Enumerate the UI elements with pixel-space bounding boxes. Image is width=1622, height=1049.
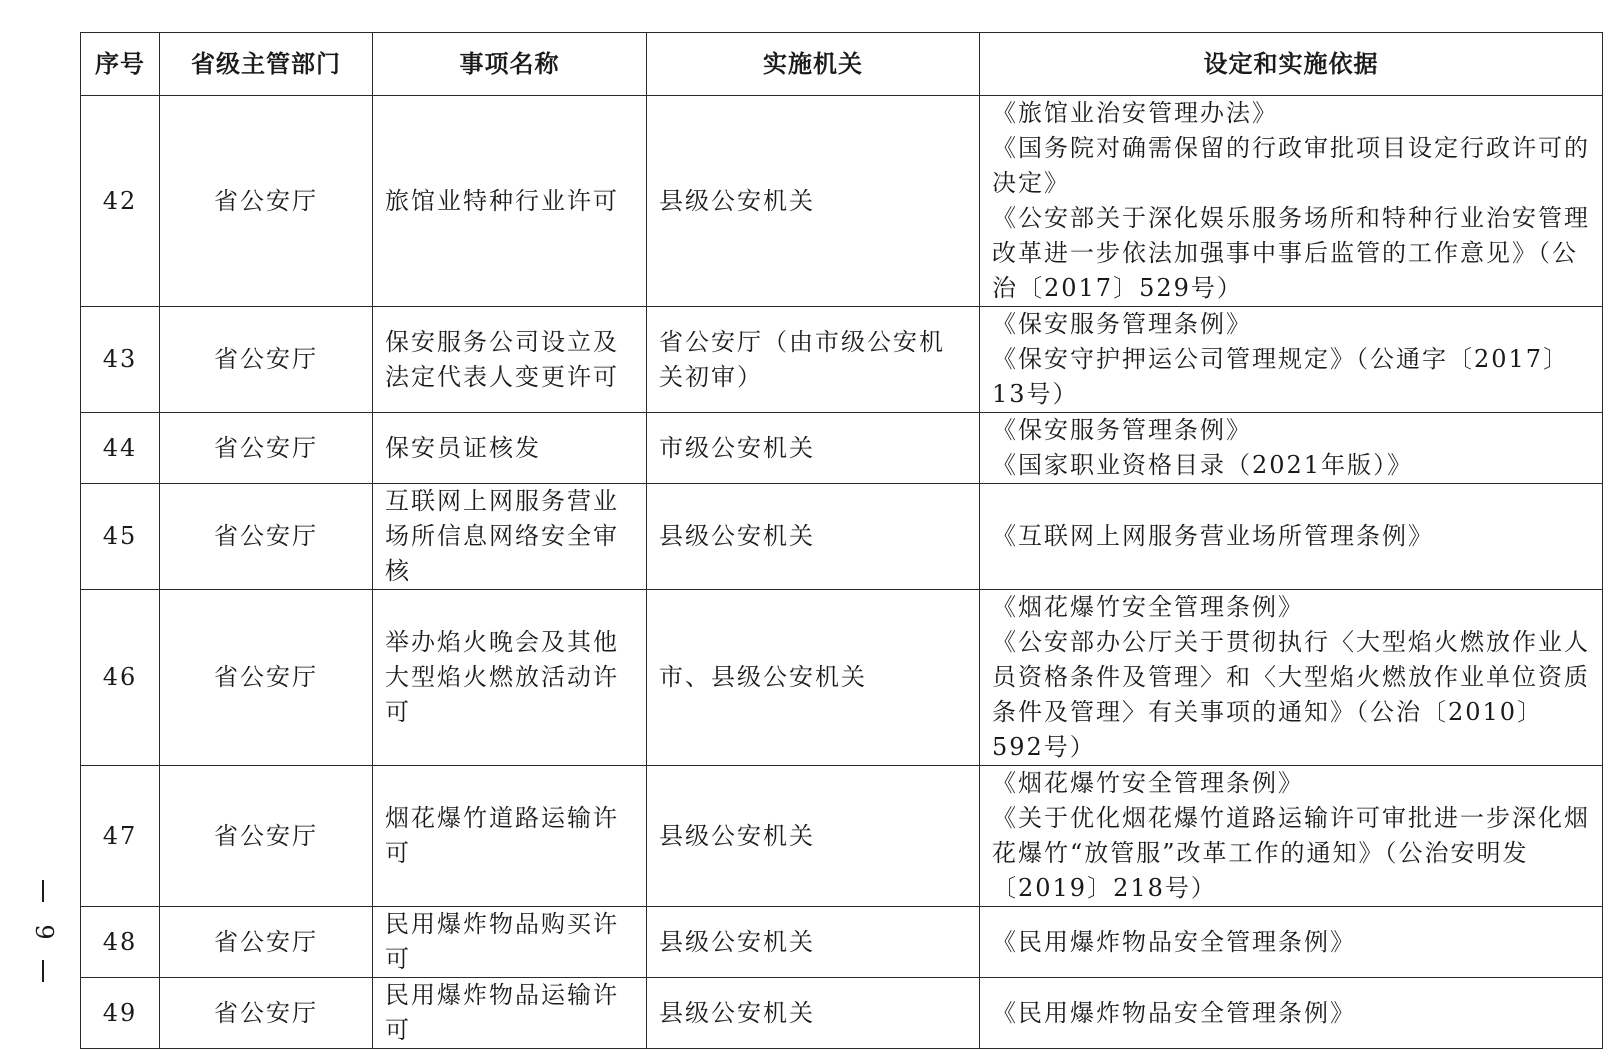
cell-item-name: 烟花爆竹道路运输许可: [373, 766, 647, 907]
basis-line: 《保安守护押运公司管理规定》（公通字〔2017〕13号）: [992, 345, 1570, 408]
cell-serial-number: 46: [81, 590, 160, 766]
cell-legal-basis: [980, 413, 1603, 484]
header-serial-number: 序号: [81, 33, 160, 96]
table-row: [81, 484, 1603, 590]
cell-item-name: 举办焰火晚会及其他大型焰火燃放活动许可: [373, 590, 647, 766]
cell-item-name: 保安员证核发: [373, 413, 647, 484]
cell-department: 省公安厅: [160, 590, 373, 766]
approval-items-table: [80, 32, 1603, 1049]
cell-legal-basis: [980, 590, 1603, 766]
cell-item-name: 旅馆业特种行业许可: [373, 96, 647, 307]
table-row: [81, 978, 1603, 1049]
table-row: [81, 413, 1603, 484]
basis-line: 《旅馆业治安管理办法》: [992, 99, 1278, 127]
basis-line: 《民用爆炸物品安全管理条例》: [992, 998, 1356, 1027]
table-row: [81, 766, 1603, 907]
table-row: [81, 590, 1603, 766]
cell-legal-basis: [980, 766, 1603, 907]
page-number-dash-bottom: [42, 960, 44, 982]
basis-line: 《烟花爆竹安全管理条例》: [992, 769, 1304, 797]
cell-department: 省公安厅: [160, 96, 373, 307]
table-body: [81, 96, 1603, 1049]
cell-implementing-agency: 县级公安机关: [647, 978, 980, 1049]
page-number-dash-top: [42, 880, 44, 902]
cell-implementing-agency: 县级公安机关: [647, 907, 980, 978]
cell-serial-number: 49: [81, 978, 160, 1049]
cell-serial-number: 43: [81, 307, 160, 413]
cell-department: 省公安厅: [160, 766, 373, 907]
cell-department: 省公安厅: [160, 413, 373, 484]
cell-serial-number: 44: [81, 413, 160, 484]
basis-line: 《烟花爆竹安全管理条例》: [992, 593, 1304, 621]
cell-legal-basis: [980, 907, 1603, 978]
page-number: [26, 880, 62, 990]
cell-implementing-agency: 县级公安机关: [647, 766, 980, 907]
cell-department: 省公安厅: [160, 907, 373, 978]
header-item-name: 事项名称: [373, 33, 647, 96]
page-number-value: 9: [30, 924, 58, 940]
cell-implementing-agency: 县级公安机关: [647, 96, 980, 307]
cell-implementing-agency: 省公安厅（由市级公安机关初审）: [647, 307, 980, 413]
cell-serial-number: 47: [81, 766, 160, 907]
basis-line: 《国家职业资格目录（2021年版）》: [992, 451, 1414, 479]
cell-department: 省公安厅: [160, 978, 373, 1049]
table-row: [81, 307, 1603, 413]
cell-item-name: 民用爆炸物品运输许可: [373, 978, 647, 1049]
table-row: [81, 96, 1603, 307]
basis-line: 《保安服务管理条例》: [992, 310, 1252, 338]
table-header: [81, 33, 1603, 96]
basis-line: 《民用爆炸物品安全管理条例》: [992, 927, 1356, 956]
basis-line: 《公安部关于深化娱乐服务场所和特种行业治安管理改革进一步依法加强事中事后监管的工作意见》（公治〔2017〕529号）: [992, 204, 1590, 302]
cell-legal-basis: [980, 96, 1603, 307]
cell-item-name: 互联网上网服务营业场所信息网络安全审核: [373, 484, 647, 590]
table-row: [81, 907, 1603, 978]
header-department: 省级主管部门: [160, 33, 373, 96]
cell-department: 省公安厅: [160, 307, 373, 413]
cell-implementing-agency: 市、县级公安机关: [647, 590, 980, 766]
header-implementing-agency: 实施机关: [647, 33, 980, 96]
cell-serial-number: 48: [81, 907, 160, 978]
basis-line: 《保安服务管理条例》: [992, 416, 1252, 444]
cell-item-name: 保安服务公司设立及法定代表人变更许可: [373, 307, 647, 413]
cell-item-name: 民用爆炸物品购买许可: [373, 907, 647, 978]
cell-legal-basis: [980, 307, 1603, 413]
header-legal-basis: 设定和实施依据: [980, 33, 1603, 96]
cell-legal-basis: [980, 978, 1603, 1049]
cell-implementing-agency: 县级公安机关: [647, 484, 980, 590]
cell-department: 省公安厅: [160, 484, 373, 590]
basis-line: 《公安部办公厅关于贯彻执行〈大型焰火燃放作业人员资格条件及管理〉和〈大型焰火燃放作业单位资质条件及管理〉有关事项的通知》（公治〔2010〕592号）: [992, 628, 1590, 761]
header-row: [81, 33, 1603, 96]
cell-legal-basis: [980, 484, 1603, 590]
cell-implementing-agency: 市级公安机关: [647, 413, 980, 484]
cell-serial-number: 42: [81, 96, 160, 307]
basis-line: 《国务院对确需保留的行政审批项目设定行政许可的决定》: [992, 134, 1590, 197]
basis-line: 《互联网上网服务营业场所管理条例》: [992, 522, 1434, 550]
cell-serial-number: 45: [81, 484, 160, 590]
basis-line: 《关于优化烟花爆竹道路运输许可审批进一步深化烟花爆竹“放管服”改革工作的通知》（公治安明发〔2019〕218号）: [992, 804, 1590, 902]
